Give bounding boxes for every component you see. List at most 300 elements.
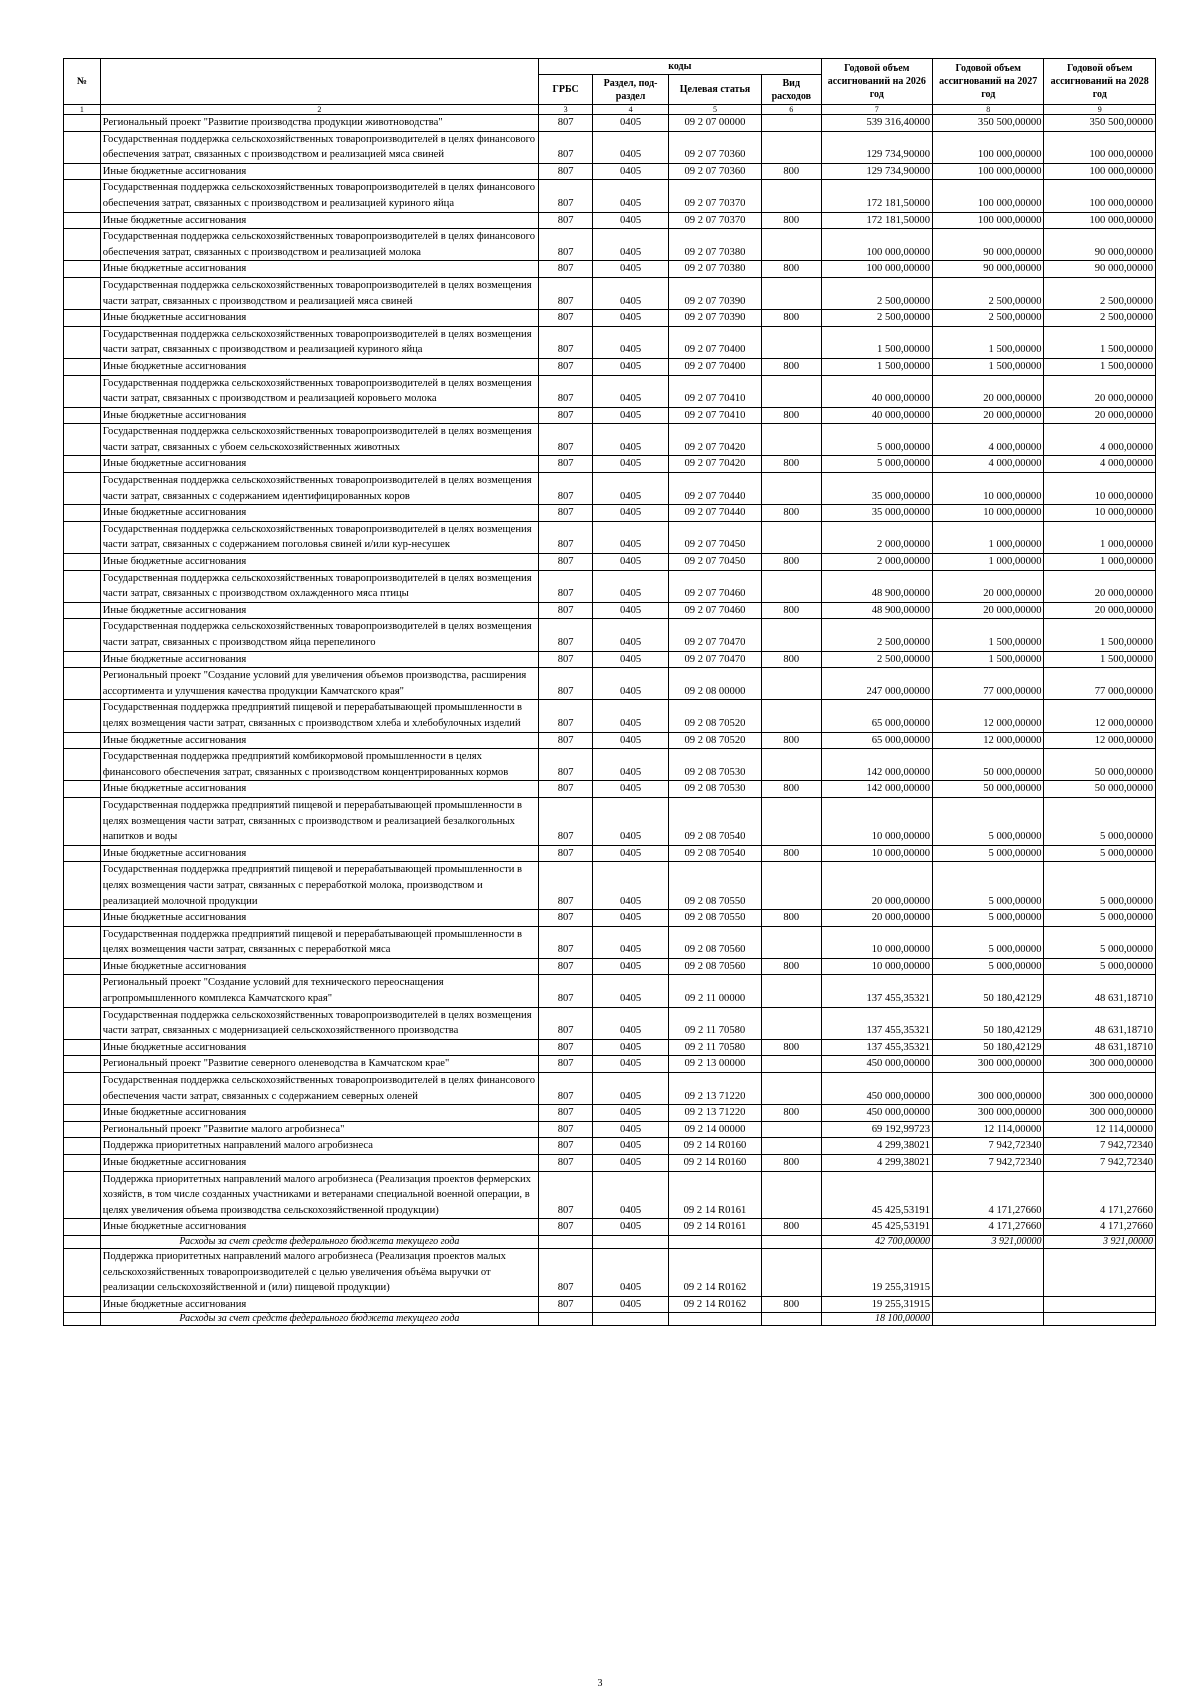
table-row [64, 602, 1156, 619]
row-number-cell [64, 1313, 101, 1326]
column-number: 8 [933, 105, 1044, 115]
row-name-cell: Иные бюджетные ассигнования [100, 505, 538, 522]
column-number: 5 [668, 105, 761, 115]
vid-raskhodov-cell: 800 [762, 1155, 822, 1172]
amount-2027-cell: 4 171,27660 [933, 1219, 1044, 1236]
amount-2028-cell: 50 000,00000 [1044, 749, 1156, 781]
amount-2028-cell: 7 942,72340 [1044, 1155, 1156, 1172]
amount-2028-cell: 12 114,00000 [1044, 1121, 1156, 1138]
vid-raskhodov-cell: 800 [762, 407, 822, 424]
razdel-cell: 0405 [593, 1073, 669, 1105]
celevaya-statya-cell: 09 2 07 70410 [668, 407, 761, 424]
amount-2027-cell: 7 942,72340 [933, 1155, 1044, 1172]
celevaya-statya-cell: 09 2 14 R0162 [668, 1296, 761, 1313]
column-number-row [64, 105, 1156, 115]
vid-raskhodov-cell [762, 277, 822, 309]
federal-budget-row [64, 1235, 1156, 1248]
row-name-cell: Поддержка приоритетных направлений малого агробизнеса (Реализация проектов малых сельскохозяйственных товаропроизводителей с целью увеличения объёма выручки от реализации сельскохозяйственной и (или) пищевой продукции) [100, 1248, 538, 1296]
amount-2026-cell: 18 100,00000 [821, 1313, 932, 1326]
amount-2027-cell: 1 000,00000 [933, 554, 1044, 571]
vid-raskhodov-cell [762, 375, 822, 407]
grbs-cell: 807 [539, 797, 593, 845]
row-name-cell: Иные бюджетные ассигнования [100, 845, 538, 862]
amount-2027-cell: 12 000,00000 [933, 732, 1044, 749]
vid-raskhodov-cell [762, 180, 822, 212]
celevaya-statya-cell: 09 2 07 70410 [668, 375, 761, 407]
row-name-cell: Иные бюджетные ассигнования [100, 456, 538, 473]
vid-raskhodov-cell: 800 [762, 1105, 822, 1122]
celevaya-statya-cell: 09 2 11 00000 [668, 975, 761, 1007]
table-row [64, 163, 1156, 180]
celevaya-statya-cell: 09 2 07 70470 [668, 619, 761, 651]
header-number: № [64, 59, 101, 105]
vid-raskhodov-cell: 800 [762, 212, 822, 229]
table-row [64, 261, 1156, 278]
amount-2026-cell: 1 500,00000 [821, 326, 932, 358]
vid-raskhodov-cell: 800 [762, 958, 822, 975]
vid-raskhodov-cell: 800 [762, 163, 822, 180]
row-number-cell [64, 910, 101, 927]
table-row [64, 797, 1156, 845]
amount-2027-cell: 50 000,00000 [933, 749, 1044, 781]
row-name-cell: Региональный проект "Развитие производства продукции животноводства" [100, 115, 538, 132]
amount-2027-cell: 20 000,00000 [933, 407, 1044, 424]
amount-2028-cell: 3 921,00000 [1044, 1235, 1156, 1248]
vid-raskhodov-cell [762, 1235, 822, 1248]
celevaya-statya-cell: 09 2 07 70380 [668, 229, 761, 261]
amount-2028-cell: 48 631,18710 [1044, 1039, 1156, 1056]
table-row [64, 1007, 1156, 1039]
row-name-cell: Иные бюджетные ассигнования [100, 358, 538, 375]
amount-2026-cell: 2 500,00000 [821, 277, 932, 309]
amount-2027-cell: 1 500,00000 [933, 619, 1044, 651]
celevaya-statya-cell: 09 2 07 70440 [668, 473, 761, 505]
row-name-cell: Иные бюджетные ассигнования [100, 554, 538, 571]
vid-raskhodov-cell: 800 [762, 910, 822, 927]
razdel-cell: 0405 [593, 115, 669, 132]
celevaya-statya-cell: 09 2 07 70420 [668, 424, 761, 456]
row-number-cell [64, 732, 101, 749]
amount-2026-cell: 172 181,50000 [821, 212, 932, 229]
row-number-cell [64, 212, 101, 229]
amount-2027-cell: 350 500,00000 [933, 115, 1044, 132]
amount-2028-cell: 4 000,00000 [1044, 456, 1156, 473]
amount-2027-cell: 5 000,00000 [933, 862, 1044, 910]
row-name-cell: Иные бюджетные ассигнования [100, 1039, 538, 1056]
amount-2026-cell: 65 000,00000 [821, 700, 932, 732]
amount-2028-cell: 300 000,00000 [1044, 1105, 1156, 1122]
celevaya-statya-cell: 09 2 07 70360 [668, 131, 761, 163]
vid-raskhodov-cell [762, 975, 822, 1007]
row-name-cell: Иные бюджетные ассигнования [100, 1219, 538, 1236]
row-number-cell [64, 1296, 101, 1313]
razdel-cell: 0405 [593, 1138, 669, 1155]
grbs-cell: 807 [539, 131, 593, 163]
amount-2026-cell: 19 255,31915 [821, 1296, 932, 1313]
amount-2026-cell: 40 000,00000 [821, 407, 932, 424]
table-row [64, 310, 1156, 327]
razdel-cell: 0405 [593, 926, 669, 958]
razdel-cell: 0405 [593, 1219, 669, 1236]
vid-raskhodov-cell [762, 473, 822, 505]
celevaya-statya-cell: 09 2 08 00000 [668, 668, 761, 700]
amount-2028-cell: 48 631,18710 [1044, 975, 1156, 1007]
amount-2027-cell [933, 1296, 1044, 1313]
row-name-cell: Иные бюджетные ассигнования [100, 732, 538, 749]
grbs-cell: 807 [539, 1248, 593, 1296]
amount-2026-cell: 172 181,50000 [821, 180, 932, 212]
row-number-cell [64, 521, 101, 553]
row-number-cell [64, 1248, 101, 1296]
amount-2026-cell: 100 000,00000 [821, 261, 932, 278]
amount-2028-cell: 4 000,00000 [1044, 424, 1156, 456]
vid-raskhodov-cell [762, 797, 822, 845]
vid-raskhodov-cell: 800 [762, 505, 822, 522]
grbs-cell: 807 [539, 749, 593, 781]
razdel-cell: 0405 [593, 456, 669, 473]
amount-2028-cell: 5 000,00000 [1044, 958, 1156, 975]
amount-2026-cell: 2 500,00000 [821, 310, 932, 327]
celevaya-statya-cell: 09 2 08 70540 [668, 845, 761, 862]
celevaya-statya-cell: 09 2 08 70560 [668, 958, 761, 975]
row-number-cell [64, 1056, 101, 1073]
razdel-cell: 0405 [593, 505, 669, 522]
row-number-cell [64, 1155, 101, 1172]
vid-raskhodov-cell [762, 1007, 822, 1039]
amount-2026-cell: 48 900,00000 [821, 570, 932, 602]
table-row [64, 407, 1156, 424]
razdel-cell: 0405 [593, 358, 669, 375]
amount-2028-cell: 20 000,00000 [1044, 375, 1156, 407]
grbs-cell: 807 [539, 521, 593, 553]
row-number-cell [64, 1007, 101, 1039]
row-name-cell: Региональный проект "Развитие малого агробизнеса" [100, 1121, 538, 1138]
row-number-cell [64, 554, 101, 571]
razdel-cell: 0405 [593, 975, 669, 1007]
row-name-cell: Иные бюджетные ассигнования [100, 781, 538, 798]
grbs-cell: 807 [539, 651, 593, 668]
amount-2027-cell: 300 000,00000 [933, 1056, 1044, 1073]
razdel-cell: 0405 [593, 651, 669, 668]
amount-2027-cell: 3 921,00000 [933, 1235, 1044, 1248]
row-name-cell: Региональный проект "Создание условий для технического переоснащения агропромышленного комплекса Камчатского края" [100, 975, 538, 1007]
amount-2026-cell: 450 000,00000 [821, 1056, 932, 1073]
amount-2028-cell: 5 000,00000 [1044, 797, 1156, 845]
row-number-cell [64, 180, 101, 212]
grbs-cell: 807 [539, 1105, 593, 1122]
celevaya-statya-cell: 09 2 07 70460 [668, 602, 761, 619]
grbs-cell: 807 [539, 1073, 593, 1105]
amount-2027-cell: 12 114,00000 [933, 1121, 1044, 1138]
row-number-cell [64, 781, 101, 798]
amount-2026-cell: 450 000,00000 [821, 1105, 932, 1122]
grbs-cell: 807 [539, 277, 593, 309]
amount-2028-cell: 2 500,00000 [1044, 277, 1156, 309]
row-name-cell: Государственная поддержка сельскохозяйственных товаропроизводителей в целях возмещения части затрат, связанных с производством яйца перепелиного [100, 619, 538, 651]
amount-2026-cell: 142 000,00000 [821, 749, 932, 781]
amount-2026-cell: 35 000,00000 [821, 473, 932, 505]
amount-2028-cell: 48 631,18710 [1044, 1007, 1156, 1039]
row-number-cell [64, 358, 101, 375]
row-name-cell: Региональный проект "Развитие северного оленеводства в Камчатском крае" [100, 1056, 538, 1073]
row-number-cell [64, 926, 101, 958]
razdel-cell: 0405 [593, 700, 669, 732]
celevaya-statya-cell: 09 2 07 70470 [668, 651, 761, 668]
row-number-cell [64, 797, 101, 845]
row-name-cell: Государственная поддержка предприятий пищевой и перерабатывающей промышленности в целях возмещения части затрат, связанных с производством хлеба и хлебобулочных изделий [100, 700, 538, 732]
razdel-cell: 0405 [593, 277, 669, 309]
razdel-cell: 0405 [593, 910, 669, 927]
amount-2026-cell: 137 455,35321 [821, 975, 932, 1007]
row-number-cell [64, 1105, 101, 1122]
amount-2027-cell: 50 180,42129 [933, 975, 1044, 1007]
row-name-cell: Поддержка приоритетных направлений малого агробизнеса [100, 1138, 538, 1155]
celevaya-statya-cell: 09 2 11 70580 [668, 1039, 761, 1056]
amount-2028-cell: 100 000,00000 [1044, 180, 1156, 212]
amount-2028-cell: 4 171,27660 [1044, 1171, 1156, 1219]
razdel-cell: 0405 [593, 781, 669, 798]
vid-raskhodov-cell [762, 1138, 822, 1155]
razdel-cell: 0405 [593, 1007, 669, 1039]
vid-raskhodov-cell [762, 521, 822, 553]
header-codes: коды [539, 59, 821, 75]
amount-2028-cell: 5 000,00000 [1044, 862, 1156, 910]
grbs-cell [539, 1235, 593, 1248]
amount-2028-cell: 100 000,00000 [1044, 163, 1156, 180]
grbs-cell: 807 [539, 261, 593, 278]
vid-raskhodov-cell [762, 862, 822, 910]
celevaya-statya-cell: 09 2 07 70450 [668, 554, 761, 571]
amount-2026-cell: 5 000,00000 [821, 424, 932, 456]
table-row [64, 781, 1156, 798]
razdel-cell: 0405 [593, 424, 669, 456]
vid-raskhodov-cell: 800 [762, 1219, 822, 1236]
grbs-cell: 807 [539, 668, 593, 700]
row-name-cell: Иные бюджетные ассигнования [100, 407, 538, 424]
table-row [64, 570, 1156, 602]
column-number: 1 [64, 105, 101, 115]
celevaya-statya-cell: 09 2 07 70390 [668, 277, 761, 309]
grbs-cell: 807 [539, 1056, 593, 1073]
table-body [64, 115, 1156, 1326]
table-row [64, 1155, 1156, 1172]
celevaya-statya-cell: 09 2 08 70550 [668, 910, 761, 927]
amount-2026-cell: 42 700,00000 [821, 1235, 932, 1248]
grbs-cell: 807 [539, 958, 593, 975]
amount-2026-cell: 20 000,00000 [821, 862, 932, 910]
grbs-cell: 807 [539, 424, 593, 456]
vid-raskhodov-cell [762, 131, 822, 163]
amount-2026-cell: 2 500,00000 [821, 619, 932, 651]
federal-budget-row [64, 1313, 1156, 1326]
table-row [64, 115, 1156, 132]
row-name-cell: Иные бюджетные ассигнования [100, 1296, 538, 1313]
celevaya-statya-cell: 09 2 14 R0160 [668, 1138, 761, 1155]
column-number: 7 [821, 105, 932, 115]
row-name-cell: Государственная поддержка сельскохозяйственных товаропроизводителей в целях возмещения части затрат, связанных с содержанием идентифицированных коров [100, 473, 538, 505]
amount-2027-cell: 4 171,27660 [933, 1171, 1044, 1219]
grbs-cell: 807 [539, 229, 593, 261]
grbs-cell: 807 [539, 180, 593, 212]
razdel-cell: 0405 [593, 619, 669, 651]
celevaya-statya-cell: 09 2 07 70380 [668, 261, 761, 278]
amount-2028-cell [1044, 1313, 1156, 1326]
grbs-cell: 807 [539, 554, 593, 571]
table-row [64, 229, 1156, 261]
amount-2027-cell: 300 000,00000 [933, 1105, 1044, 1122]
razdel-cell: 0405 [593, 407, 669, 424]
table-row [64, 1296, 1156, 1313]
grbs-cell: 807 [539, 1138, 593, 1155]
row-number-cell [64, 619, 101, 651]
row-name-cell: Государственная поддержка сельскохозяйственных товаропроизводителей в целях финансового обеспечения затрат, связанных с производством и реализацией куриного яйца [100, 180, 538, 212]
grbs-cell: 807 [539, 910, 593, 927]
row-name-cell: Государственная поддержка сельскохозяйственных товаропроизводителей в целях финансового обеспечения затрат, связанных с производством и реализацией мяса свиней [100, 131, 538, 163]
celevaya-statya-cell: 09 2 08 70560 [668, 926, 761, 958]
vid-raskhodov-cell [762, 1121, 822, 1138]
amount-2027-cell: 1 500,00000 [933, 326, 1044, 358]
amount-2026-cell: 1 500,00000 [821, 358, 932, 375]
amount-2027-cell: 90 000,00000 [933, 229, 1044, 261]
amount-2028-cell: 1 500,00000 [1044, 358, 1156, 375]
amount-2026-cell: 20 000,00000 [821, 910, 932, 927]
amount-2028-cell: 300 000,00000 [1044, 1073, 1156, 1105]
amount-2027-cell: 10 000,00000 [933, 473, 1044, 505]
vid-raskhodov-cell [762, 1056, 822, 1073]
amount-2026-cell: 45 425,53191 [821, 1219, 932, 1236]
table-row [64, 1039, 1156, 1056]
table-row [64, 1121, 1156, 1138]
vid-raskhodov-cell [762, 1073, 822, 1105]
table-row [64, 845, 1156, 862]
celevaya-statya-cell: 09 2 13 71220 [668, 1073, 761, 1105]
amount-2028-cell: 2 500,00000 [1044, 310, 1156, 327]
amount-2026-cell: 100 000,00000 [821, 229, 932, 261]
vid-raskhodov-cell: 800 [762, 1296, 822, 1313]
razdel-cell: 0405 [593, 180, 669, 212]
row-number-cell [64, 310, 101, 327]
grbs-cell: 807 [539, 732, 593, 749]
amount-2028-cell: 5 000,00000 [1044, 926, 1156, 958]
celevaya-statya-cell [668, 1235, 761, 1248]
amount-2028-cell: 77 000,00000 [1044, 668, 1156, 700]
razdel-cell: 0405 [593, 1039, 669, 1056]
amount-2026-cell: 10 000,00000 [821, 845, 932, 862]
razdel-cell: 0405 [593, 668, 669, 700]
amount-2028-cell: 350 500,00000 [1044, 115, 1156, 132]
table-row [64, 700, 1156, 732]
row-name-cell: Государственная поддержка сельскохозяйственных товаропроизводителей в целях возмещения части затрат, связанных с производством и реализацией мяса свиней [100, 277, 538, 309]
table-row [64, 619, 1156, 651]
amount-2026-cell: 2 000,00000 [821, 554, 932, 571]
vid-raskhodov-cell [762, 229, 822, 261]
row-number-cell [64, 229, 101, 261]
celevaya-statya-cell: 09 2 07 70440 [668, 505, 761, 522]
grbs-cell: 807 [539, 163, 593, 180]
header-year-2026: Годовой объем ассигнований на 2026 год [821, 59, 932, 105]
row-name-cell: Государственная поддержка сельскохозяйственных товаропроизводителей в целях финансового обеспечения части затрат, связанных с содержанием северных оленей [100, 1073, 538, 1105]
vid-raskhodov-cell [762, 570, 822, 602]
row-name-cell: Региональный проект "Создание условий для увеличения объемов производства, расширения ассортимента и улучшения качества продукции Камчатского края" [100, 668, 538, 700]
table-row [64, 1219, 1156, 1236]
vid-raskhodov-cell [762, 926, 822, 958]
table-row [64, 456, 1156, 473]
amount-2027-cell: 100 000,00000 [933, 163, 1044, 180]
table-row [64, 277, 1156, 309]
amount-2028-cell: 300 000,00000 [1044, 1056, 1156, 1073]
row-number-cell [64, 1171, 101, 1219]
row-number-cell [64, 115, 101, 132]
row-number-cell [64, 651, 101, 668]
grbs-cell: 807 [539, 1121, 593, 1138]
amount-2027-cell: 5 000,00000 [933, 845, 1044, 862]
header-vid-raskhodov: Вид расходов [762, 75, 822, 105]
row-name-cell: Государственная поддержка предприятий комбикормовой промышленности в целях финансового обеспечения затрат, связанных с производством концентрированных кормов [100, 749, 538, 781]
grbs-cell: 807 [539, 1155, 593, 1172]
row-number-cell [64, 749, 101, 781]
amount-2027-cell: 10 000,00000 [933, 505, 1044, 522]
amount-2026-cell: 137 455,35321 [821, 1007, 932, 1039]
amount-2026-cell: 10 000,00000 [821, 958, 932, 975]
row-number-cell [64, 326, 101, 358]
table-row [64, 326, 1156, 358]
amount-2027-cell: 1 000,00000 [933, 521, 1044, 553]
row-name-cell: Иные бюджетные ассигнования [100, 212, 538, 229]
amount-2026-cell: 4 299,38021 [821, 1138, 932, 1155]
razdel-cell: 0405 [593, 797, 669, 845]
vid-raskhodov-cell: 800 [762, 1039, 822, 1056]
amount-2028-cell: 10 000,00000 [1044, 473, 1156, 505]
row-number-cell [64, 163, 101, 180]
grbs-cell: 807 [539, 926, 593, 958]
amount-2026-cell: 129 734,90000 [821, 131, 932, 163]
row-number-cell [64, 407, 101, 424]
celevaya-statya-cell: 09 2 07 70450 [668, 521, 761, 553]
grbs-cell: 807 [539, 505, 593, 522]
amount-2028-cell: 5 000,00000 [1044, 910, 1156, 927]
celevaya-statya-cell: 09 2 14 R0161 [668, 1219, 761, 1236]
row-name-cell: Государственная поддержка сельскохозяйственных товаропроизводителей в целях возмещения части затрат, связанных с производством и реализацией коровьего молока [100, 375, 538, 407]
amount-2026-cell: 19 255,31915 [821, 1248, 932, 1296]
table-row [64, 651, 1156, 668]
amount-2027-cell: 4 000,00000 [933, 456, 1044, 473]
grbs-cell: 807 [539, 781, 593, 798]
celevaya-statya-cell: 09 2 07 70370 [668, 180, 761, 212]
amount-2028-cell: 1 000,00000 [1044, 554, 1156, 571]
amount-2026-cell: 48 900,00000 [821, 602, 932, 619]
table-row [64, 131, 1156, 163]
amount-2027-cell: 4 000,00000 [933, 424, 1044, 456]
celevaya-statya-cell: 09 2 07 70400 [668, 326, 761, 358]
column-number: 9 [1044, 105, 1156, 115]
row-number-cell [64, 1039, 101, 1056]
amount-2026-cell: 5 000,00000 [821, 456, 932, 473]
grbs-cell: 807 [539, 358, 593, 375]
table-row [64, 958, 1156, 975]
amount-2027-cell: 300 000,00000 [933, 1073, 1044, 1105]
razdel-cell: 0405 [593, 1056, 669, 1073]
vid-raskhodov-cell: 800 [762, 310, 822, 327]
row-number-cell [64, 473, 101, 505]
amount-2027-cell: 50 180,42129 [933, 1039, 1044, 1056]
amount-2028-cell: 1 500,00000 [1044, 326, 1156, 358]
razdel-cell: 0405 [593, 1296, 669, 1313]
table-row [64, 1105, 1156, 1122]
razdel-cell: 0405 [593, 131, 669, 163]
row-name-cell: Расходы за счет средств федерального бюджета текущего года [100, 1235, 538, 1248]
table-row [64, 1073, 1156, 1105]
amount-2028-cell [1044, 1296, 1156, 1313]
